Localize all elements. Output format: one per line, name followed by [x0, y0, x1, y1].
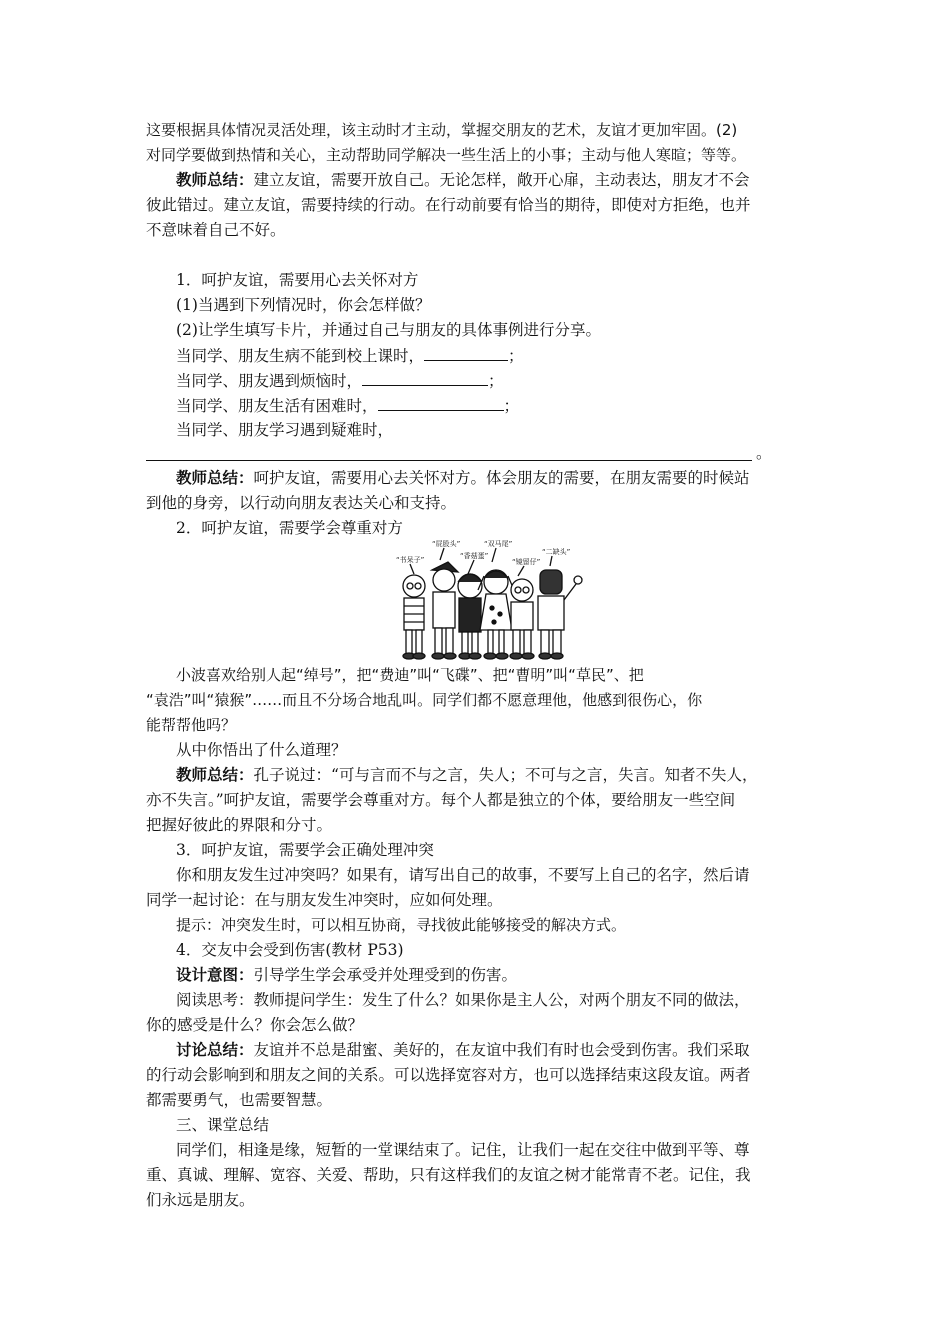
question-text: (1)当遇到下列情况时，你会怎样做？ — [176, 296, 431, 314]
summary-label: 教师总结： — [176, 765, 254, 784]
fill-in-line — [176, 345, 524, 366]
hint-text: 提示：冲突发生时，可以相互协商，寻找彼此能够接受的解决方式。 — [176, 916, 627, 934]
nickname-cartoon-illustration — [388, 534, 588, 662]
semicolon: ； — [503, 397, 520, 415]
semicolon: ； — [488, 372, 504, 390]
answer-blank[interactable] — [424, 345, 508, 361]
section-heading: 1．呵护友谊，需要用心去关怀对方 — [176, 271, 419, 289]
question-text: 从中你悟出了什么道理？ — [176, 741, 347, 759]
period: 。 — [756, 444, 772, 462]
closing-text: 们永远是朋友。 — [146, 1191, 255, 1209]
fill-in-line: 当同学、朋友学习遇到疑难时， — [176, 421, 394, 439]
nickname-label: “屁股头” — [432, 540, 461, 548]
summary-text: 孔子说过：“可与言而不与之言，失人；不可与之言，失言。知者不失人， — [253, 766, 758, 784]
story-text: 能帮帮他吗？ — [146, 716, 237, 734]
discussion-text-line: 都需要勇气，也需要智慧。 — [146, 1091, 333, 1109]
nickname-label: “香菇蛋” — [460, 552, 489, 560]
summary-label: 教师总结： — [176, 468, 254, 487]
reading-question: 你的感受是什么？你会怎么做？ — [146, 1016, 364, 1034]
closing-text: 重、真诚、理解、宽容、关爱、帮助，只有这样我们的友谊之树才能常青不老。记住，我 — [146, 1166, 751, 1184]
fill-prompt: 当同学、朋友生活有困难时， — [176, 397, 378, 415]
activity-text: 同学一起讨论：在与朋友发生冲突时，应如何处理。 — [146, 891, 503, 909]
fill-in-line — [176, 370, 504, 391]
intro-line: 这要根据具体情况灵活处理，该主动时才主动，掌握交朋友的艺术，友谊才更加牢固。(2) — [146, 121, 738, 139]
summary-text-line: 把握好彼此的界限和分寸。 — [146, 816, 333, 834]
section-heading: 2．呵护友谊，需要学会尊重对方 — [176, 519, 403, 537]
teacher-summary — [176, 468, 750, 488]
summary-text-line: 亦不失言。”呵护友谊，需要学会尊重对方。每个人都是独立的个体，要给朋友一些空间 — [146, 791, 736, 809]
nickname-label: “书呆子” — [396, 556, 425, 564]
fill-in-line — [176, 395, 519, 416]
story-text: 小波喜欢给别人起“绰号”，把“费迪”叫“飞碟”、把“曹明”叫“草民”、把 — [176, 666, 644, 684]
semicolon: ； — [508, 347, 524, 365]
section-heading: 三、课堂总结 — [176, 1116, 270, 1134]
nickname-label: “双马尾” — [484, 540, 513, 548]
discussion-text-line: 的行动会影响到和朋友之间的关系。可以选择宽容对方，也可以选择结束这段友谊。两者 — [146, 1066, 751, 1084]
summary-label: 教师总结： — [176, 170, 254, 189]
question-text: (2)让学生填写卡片，并通过自己与朋友的具体事例进行分享。 — [176, 321, 601, 339]
fill-prompt: 当同学、朋友遇到烦恼时， — [176, 372, 363, 390]
summary-text-line: 不意味着自己不好。 — [146, 221, 286, 239]
intro-line: 对同学要做到热情和关心，主动帮助同学解决一些生活上的小事；主动与他人寒暄；等等。 — [146, 146, 747, 164]
design-text: 引导学生学会承受并处理受到的伤害。 — [253, 966, 518, 984]
design-intent — [176, 965, 517, 985]
discussion-text: 友谊并不总是甜蜜、美好的，在友谊中我们有时也会受到伤害。我们采取 — [253, 1041, 750, 1059]
summary-text: 呵护友谊，需要用心去关怀对方。体会朋友的需要，在朋友需要的时候站 — [253, 469, 750, 487]
teacher-summary — [176, 170, 750, 190]
summary-text-line: 彼此错过。建立友谊，需要持续的行动。在行动前要有恰当的期待，即使对方拒绝，也并 — [146, 196, 751, 214]
answer-blank[interactable] — [378, 395, 504, 411]
reading-question: 阅读思考：教师提问学生：发生了什么？如果你是主人公，对两个朋友不同的做法， — [176, 991, 750, 1009]
answer-blank-long[interactable] — [146, 460, 752, 461]
discussion-summary — [176, 1040, 750, 1060]
nickname-label: “二缺头” — [542, 548, 571, 556]
activity-text: 你和朋友发生过冲突吗？如果有，请写出自己的故事，不要写上自己的名字，然后请 — [176, 866, 750, 884]
nickname-label: “镜留仔” — [512, 558, 541, 566]
fill-prompt: 当同学、朋友生病不能到校上课时， — [176, 347, 425, 365]
section-heading: 3．呵护友谊，需要学会正确处理冲突 — [176, 841, 434, 859]
summary-text-line: 到他的身旁，以行动向朋友表达关心和支持。 — [146, 494, 457, 512]
discussion-label: 讨论总结： — [176, 1040, 254, 1059]
summary-text: 建立友谊，需要开放自己。无论怎样，敞开心扉，主动表达，朋友才不会 — [253, 171, 750, 189]
section-heading: 4．交友中会受到伤害(教材 P53) — [176, 941, 404, 959]
design-label: 设计意图： — [176, 965, 254, 984]
teacher-summary — [176, 765, 757, 785]
answer-blank[interactable] — [362, 370, 488, 386]
story-text: “袁浩”叫“猿猴”……而且不分场合地乱叫。同学们都不愿意理他，他感到很伤心，你 — [146, 691, 703, 709]
closing-text: 同学们，相逢是缘，短暂的一堂课结束了。记住，让我们一起在交往中做到平等、尊 — [176, 1141, 750, 1159]
